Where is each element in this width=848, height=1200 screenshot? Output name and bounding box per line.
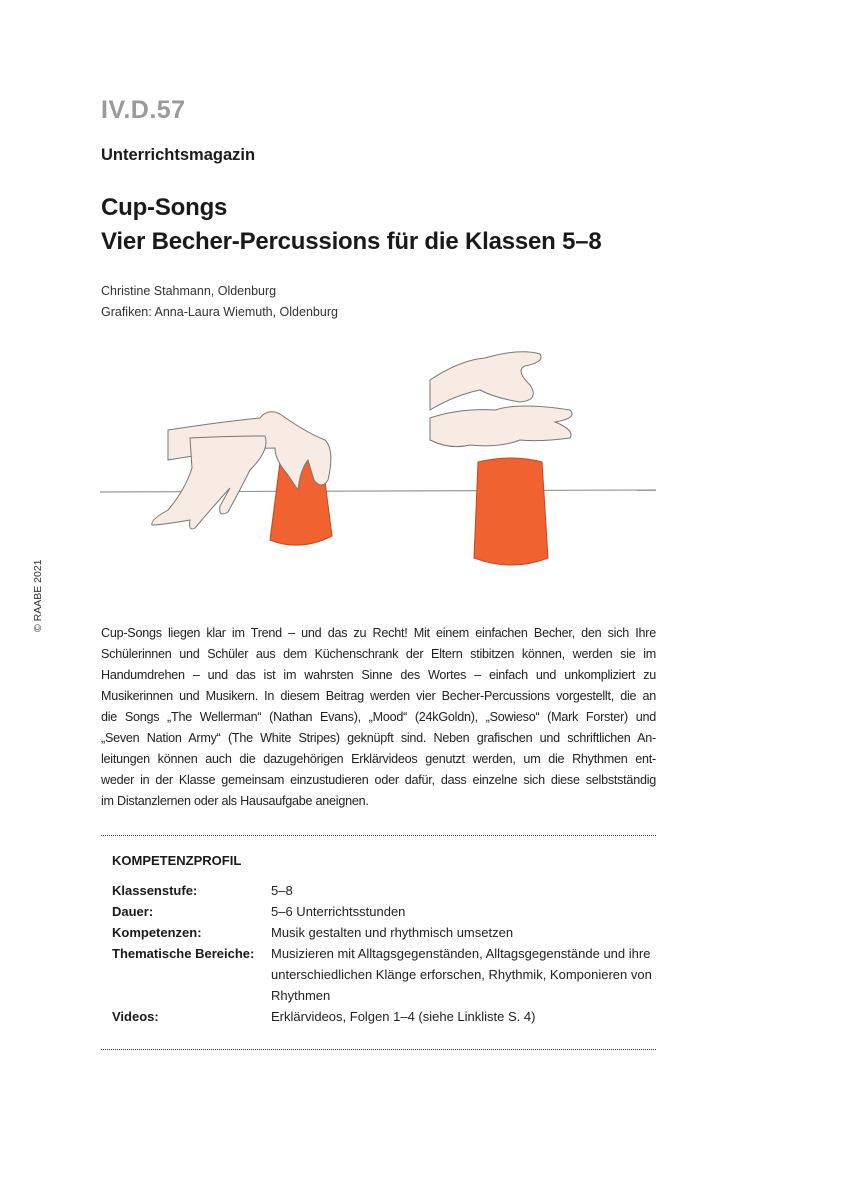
profile-value: 5–8 — [271, 883, 293, 898]
profile-row — [112, 1006, 656, 1027]
divider-bottom — [101, 1049, 656, 1050]
profile-key: Kompetenzen: — [112, 925, 202, 940]
intro-line: Handumdrehen – und das ist im wahrsten Sinne des Wortes – einfach und unkompliziert zu — [101, 668, 656, 682]
hand-right-top — [430, 352, 541, 410]
profile-key: Videos: — [112, 1009, 159, 1024]
intro-line: weder in der Klasse gemeinsam einzustudieren oder dafür, dass einzelne sich diese selbstständig — [101, 773, 656, 787]
divider-top — [101, 835, 656, 836]
profile-row — [112, 880, 656, 901]
intro-line: Musikerinnen und Musikern. In diesem Beitrag werden vier Becher-Percussions vorgestellt, die an — [101, 689, 656, 703]
intro-line: im Distanzlernen oder als Hausaufgabe aneignen. — [101, 794, 369, 808]
intro-line: „Seven Nation Army“ (The White Stripes) geknüpft sind. Neben grafischen und schriftlichen An- — [101, 731, 656, 745]
intro-paragraph — [101, 623, 656, 812]
title-line-1: Cup-Songs — [101, 194, 228, 221]
profile-value: Musik gestalten und rhythmisch umsetzen — [271, 925, 514, 940]
profile-key: Dauer: — [112, 904, 154, 919]
title-line-2: Vier Becher-Percussions für die Klassen 5–8 — [101, 228, 602, 255]
intro-line: leitungen können auch die dazugehörigen Erklärvideos genutzt werden, um die Rhythmen ent- — [101, 752, 656, 766]
copyright-note: © RAABE 2021 — [32, 559, 44, 632]
profile-value: Musizieren mit Alltagsgegenständen, Alltagsgegenstände und ihre unterschiedlichen Klänge erforschen, Rhythmik, Komponieren von Rhythmen — [271, 946, 652, 1003]
profile-value: 5–6 Unterrichtsstunden — [271, 904, 406, 919]
profile-value: Erklärvideos, Folgen 1–4 (siehe Linkliste S. 4) — [271, 1009, 536, 1024]
author: Christine Stahmann, Oldenburg — [101, 284, 277, 298]
competence-profile — [112, 853, 656, 1027]
intro-line: die Songs „The Wellerman“ (Nathan Evans), „Mood“ (24kGoldn), „Sowieso“ (Mark Forster) und — [101, 710, 656, 724]
profile-row — [112, 922, 656, 943]
profile-key: Thematische Bereiche: — [112, 946, 255, 961]
profile-heading: KOMPETENZPROFIL — [112, 853, 242, 868]
authors — [101, 281, 338, 323]
profile-row — [112, 943, 656, 1006]
intro-line: Schülerinnen und Schüler aus dem Küchenschrank der Eltern stibitzen können, werden sie im — [101, 647, 656, 661]
intro-line: Cup-Songs liegen klar im Trend – und das zu Recht! Mit einem einfachen Becher, den sich Ihre — [101, 626, 656, 640]
graphics-credit: Grafiken: Anna-Laura Wiemuth, Oldenburg — [101, 305, 338, 319]
document-code: IV.D.57 — [101, 96, 186, 124]
magazine-label: Unterrichtsmagazin — [101, 146, 256, 164]
cup-right — [474, 458, 548, 565]
page-title — [101, 191, 602, 259]
profile-key: Klassenstufe: — [112, 883, 198, 898]
profile-row — [112, 901, 656, 922]
cup-percussion-illustration — [100, 340, 660, 590]
hand-right-bottom — [430, 406, 572, 447]
